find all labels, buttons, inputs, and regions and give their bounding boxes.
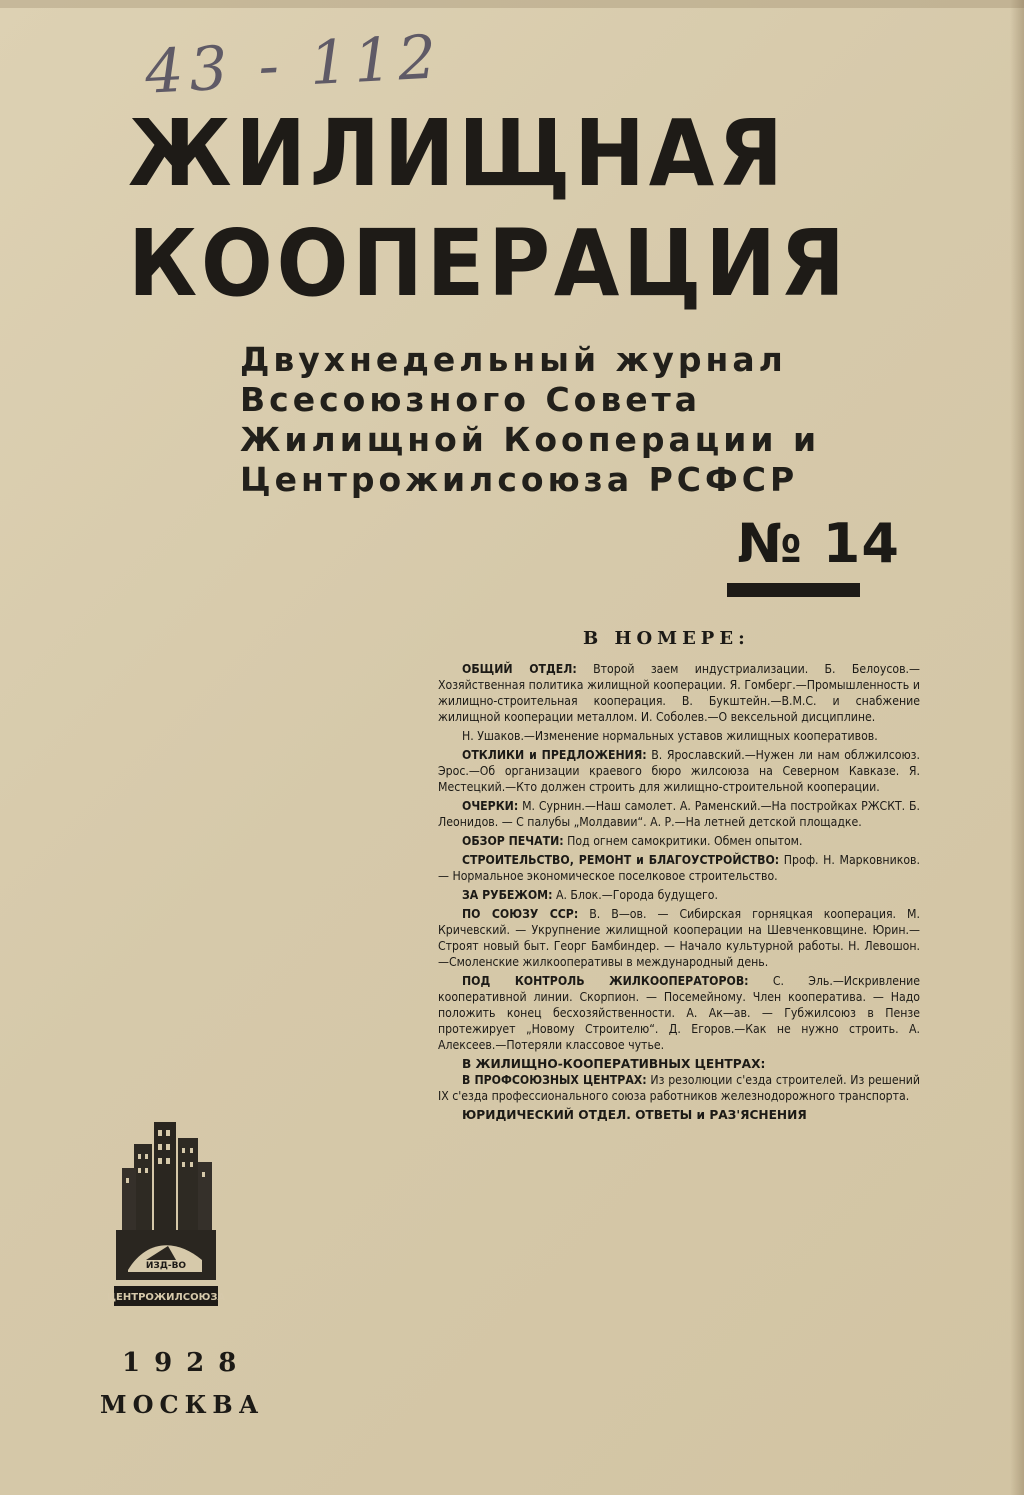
handwritten-note: 43 - 112 [143,22,444,108]
toc-entry-text: Под огнем самокритики. Обмен опытом. [563,834,803,848]
toc-section-title: В ПРОФСОЮЗНЫХ ЦЕНТРАХ: [462,1073,647,1087]
publication-city: МОСКВА [100,1390,265,1419]
publisher-emblem-icon [106,1110,226,1310]
toc-section-title: ЮРИДИЧЕСКИЙ ОТДЕЛ. ОТВЕТЫ и РАЗ'ЯСНЕНИЯ [462,1108,807,1122]
title-line-1: ЖИЛИЩНАЯ [128,100,787,207]
toc-entry-text: С. Эль.—Искривление кооперативной линии. Скорпион. — Посемейному. Член кооператива. — Надо положить конец бесхозяйственности. А. Ак—ав. — Губжилсоюз в Пензе протежирует „Новому Строителю“. Д. Егоров.—Как не нужно строить. А. Алексеев.—Потеряли классовое чутье. [438,974,921,1052]
toc-section-title: СТРОИТЕЛЬСТВО, РЕМОНТ и БЛАГОУСТРОЙСТВО: [462,853,780,867]
issue-number: № 14 [737,512,900,575]
toc-entry-text: Н. Ушаков.—Изменение нормальных уставов жилищных кооперативов. [462,729,878,743]
toc-entry [438,728,920,744]
subtitle-line: Жилищной Кооперации и [240,420,821,459]
toc-entry [438,833,920,849]
toc-entry-text: Проф. Н. Марковников. — Нормальное экономическое поселковое строительство. [438,853,921,883]
publication-year: 1928 [122,1348,251,1378]
toc-entry [438,798,920,830]
toc-entry [438,661,920,725]
toc-section-title: ОБЩИЙ ОТДЕЛ: [462,662,577,676]
toc-section-title: ОБЗОР ПЕЧАТИ: [462,834,564,848]
toc-entry [438,1107,920,1123]
toc-entry [438,1056,920,1072]
toc-entry [438,887,920,903]
paper-edge-right [1010,0,1024,1495]
subtitle-line: Всесоюзного Совета [240,380,702,419]
issue-underline [727,583,860,597]
toc-section-title: ПО СОЮЗУ ССР: [462,907,579,921]
title-line-2: КООПЕРАЦИЯ [128,210,849,317]
toc-entry-text: В. В—ов. — Сибирская горняцкая кооперация. М. Кричевский. — Укрупнение жилищной кооперации на Шевченковщине. Юрин.—Строят новый быт. Георг Бамбиндер. — Начало культурной работы. Н. Левошон.—Смоленские жилкооперативы в международный день. [438,907,921,969]
emblem-label-top: ИЗД-ВО [145,1261,187,1271]
subtitle [240,340,820,500]
toc-entry [438,906,920,970]
toc-heading: В НОМЕРЕ: [583,628,750,649]
toc-entry-text: М. Сурнин.—Наш самолет. А. Раменский.—На постройках РЖСКТ. Б. Леонидов. — С палубы „Молдавии“. А. Р.—На летней детской площадке. [438,799,920,829]
paper-edge-top [0,0,1024,8]
table-of-contents [438,628,920,1123]
toc-section-title: ОЧЕРКИ: [462,799,519,813]
toc-entry [438,1072,920,1104]
emblem-label-bottom: ЦЕНТРОЖИЛСОЮЗА [106,1292,226,1303]
toc-entry-text: Второй заем индустриализации. Б. Белоусов.—Хозяйственная политика жилищной кооперации. Я. Гомберг.—Промышленность и жилищно-строительная кооперация. В. Букштейн.—В.М.С. и снабжение жилищной кооперации металлом. И. Соболев.—О вексельной дисциплине. [438,662,920,724]
toc-entry [438,747,920,795]
toc-section-title: ОТКЛИКИ и ПРЕДЛОЖЕНИЯ: [462,748,647,762]
subtitle-line: Двухнедельный журнал [240,340,787,379]
toc-section-title: В ЖИЛИЩНО-КООПЕРАТИВНЫХ ЦЕНТРАХ: [462,1057,766,1071]
toc-section-title: ЗА РУБЕЖОМ: [462,888,553,902]
subtitle-line: Центрожилсоюза РСФСР [240,460,799,499]
toc-entry [438,973,920,1053]
toc-entry [438,852,920,884]
toc-entry-text: А. Блок.—Города будущего. [552,888,718,902]
toc-section-title: ПОД КОНТРОЛЬ ЖИЛКООПЕРАТОРОВ: [462,974,749,988]
toc-entry-text: В. Ярославский.—Нужен ли нам облжилсоюз. Эрос.—Об организации краевого бюро жилсоюза на Северном Кавказе. Я. Местецкий.—Кто должен строить для жилищно-строительной кооперации. [438,748,920,794]
toc-entries [438,661,920,1123]
toc-entry-text: Из резолюции с'езда строителей. Из решений IX с'езда профессионального союза работников железнодорожного транспорта. [438,1073,921,1103]
